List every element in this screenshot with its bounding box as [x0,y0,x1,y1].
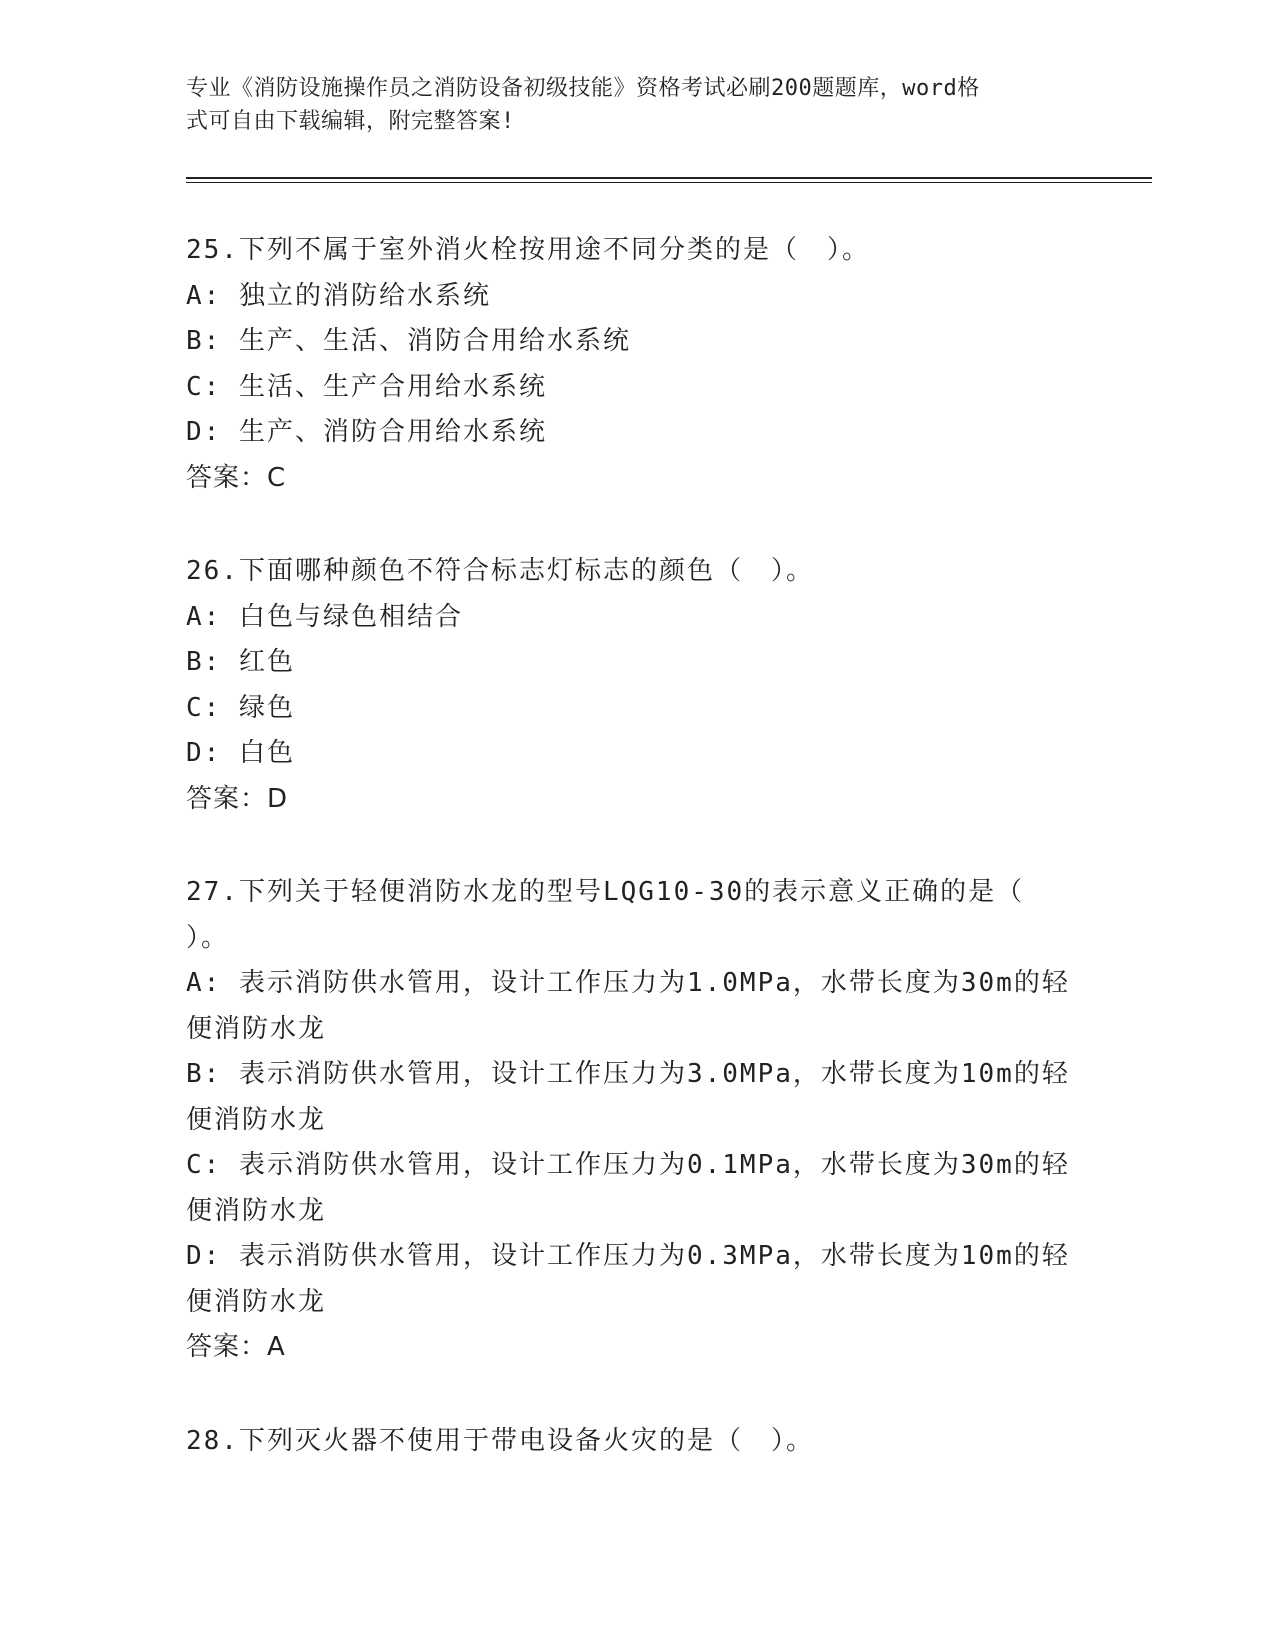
answer-option: D: 表示消防供水管用，设计工作压力为0.3MPa，水带长度为10m的轻 [186,1241,1070,1271]
intro-line-1: 专业《消防设施操作员之消防设备初级技能》资格考试必刷200题题库，word格 [186,76,980,101]
answer-option: D: 白色 [186,738,295,768]
question-stem: 28.下列灭火器不使用于带电设备火灾的是（ ）。 [186,1425,814,1456]
header-divider-bottom [186,182,1152,183]
answer-key: 答案：C [186,462,287,493]
answer-option: C: 绿色 [186,692,295,723]
question-list [186,228,1086,1512]
answer-key: 答案：D [186,783,289,814]
question-stem: ）。 [186,922,230,953]
question-stem: 25.下列不属于室外消火栓按用途不同分类的是（ ）。 [186,235,870,265]
answer-option: 便消防水龙 [186,1286,327,1317]
question-stem: 26.下面哪种颜色不符合标志灯标志的颜色（ ）。 [186,556,814,586]
question-block [186,870,1086,1371]
answer-option: A: 白色与绿色相结合 [186,601,463,632]
answer-option: 便消防水龙 [186,1013,327,1044]
intro-line-2: 式可自由下载编辑，附完整答案! [186,109,515,134]
question-block [186,549,1086,822]
header-divider-top [186,177,1152,179]
question-block [186,1419,1086,1465]
answer-option: B: 生产、生活、消防合用给水系统 [186,326,631,356]
answer-option: B: 红色 [186,647,295,677]
answer-option: C: 表示消防供水管用，设计工作压力为0.1MPa，水带长度为30m的轻 [186,1150,1070,1180]
question-block [186,228,1086,501]
question-stem: 27.下列关于轻便消防水龙的型号LQG10-30的表示意义正确的是（ [186,877,1025,907]
answer-option: 便消防水龙 [186,1104,327,1135]
answer-key: 答案：A [186,1332,286,1362]
answer-option: B: 表示消防供水管用，设计工作压力为3.0MPa，水带长度为10m的轻 [186,1059,1070,1089]
answer-option: A: 独立的消防给水系统 [186,280,491,311]
answer-option: A: 表示消防供水管用，设计工作压力为1.0MPa，水带长度为30m的轻 [186,968,1070,998]
answer-option: D: 生产、消防合用给水系统 [186,417,547,447]
answer-option: C: 生活、生产合用给水系统 [186,371,547,402]
document-header [186,72,1066,138]
answer-option: 便消防水龙 [186,1195,327,1226]
